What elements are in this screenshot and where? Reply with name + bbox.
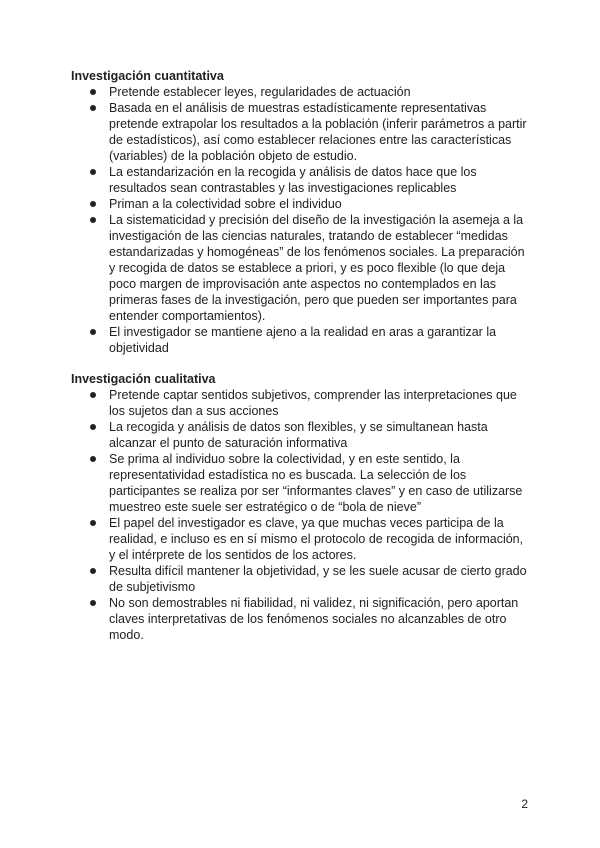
document-body bbox=[71, 68, 531, 643]
section-quantitative bbox=[71, 68, 531, 356]
section-title-qualitative: Investigación cualitativa bbox=[71, 372, 216, 386]
bullet-list-qualitative bbox=[71, 387, 531, 643]
list-item: La recogida y análisis de datos son flexibles, y se simultanean hasta alcanzar el punto de saturación informativa bbox=[109, 419, 531, 451]
bullet-list-quantitative bbox=[71, 84, 531, 356]
list-item: La sistematicidad y precisión del diseño de la investigación la asemeja a la investigación de las ciencias naturales, tratando de establecer “medidas estandarizadas y homogéneas” de los fenómenos sociales. La preparación y recogida de datos se establece a priori, y es poco flexible (lo que deja poco margen de improvisación ante aspectos no contemplados en las primeras fases de la investigación, pero que pueden ser importantes para entender comportamientos). bbox=[109, 212, 531, 324]
list-item: Basada en el análisis de muestras estadísticamente representativas pretende extrapolar los resultados a la población (inferir parámetros a partir de estadísticos), así como establecer relaciones entre las características (variables) de la población objeto de estudio. bbox=[109, 100, 531, 164]
section-title-quantitative: Investigación cuantitativa bbox=[71, 69, 224, 83]
page-number: 2 bbox=[521, 797, 528, 811]
list-item: El investigador se mantiene ajeno a la realidad en aras a garantizar la objetividad bbox=[109, 324, 531, 356]
list-item: Resulta difícil mantener la objetividad, y se les suele acusar de cierto grado de subjetivismo bbox=[109, 563, 531, 595]
section-qualitative bbox=[71, 371, 531, 643]
list-item: La estandarización en la recogida y análisis de datos hace que los resultados sean contrastables y las investigaciones replicables bbox=[109, 164, 531, 196]
list-item: No son demostrables ni fiabilidad, ni validez, ni significación, pero aportan claves interpretativas de los fenómenos sociales no alcanzables de otro modo. bbox=[109, 595, 531, 643]
list-item: Pretende establecer leyes, regularidades de actuación bbox=[109, 84, 531, 100]
list-item: Priman a la colectividad sobre el individuo bbox=[109, 196, 531, 212]
list-item: El papel del investigador es clave, ya que muchas veces participa de la realidad, e incluso es en sí mismo el protocolo de recogida de información, y el intérprete de los sentidos de los actores. bbox=[109, 515, 531, 563]
list-item: Pretende captar sentidos subjetivos, comprender las interpretaciones que los sujetos dan a sus acciones bbox=[109, 387, 531, 419]
list-item: Se prima al individuo sobre la colectividad, y en este sentido, la representatividad estadística no es buscada. La selección de los participantes se realiza por ser “informantes claves” y en caso de utilizarse muestreo este suele ser estratégico o de “bola de nieve” bbox=[109, 451, 531, 515]
